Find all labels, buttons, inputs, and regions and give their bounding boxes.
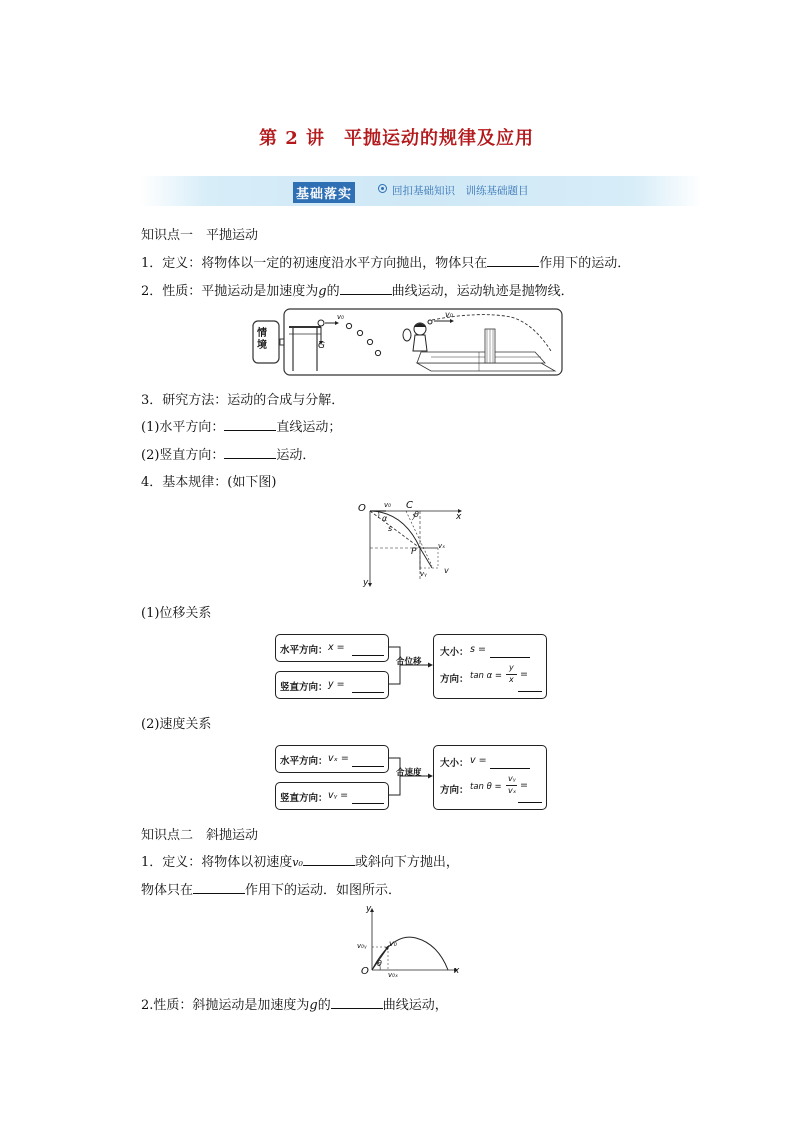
property-text-end: 曲线运动，: [382, 998, 448, 1013]
horizontal-label: (1)水平方向：: [141, 420, 225, 435]
property-text: 2.性质：斜抛运动是加速度为: [141, 998, 310, 1013]
box-var: x =: [328, 642, 345, 653]
scene-figure: [249, 307, 565, 377]
box-var: v =: [470, 755, 487, 766]
target-icon: [378, 184, 387, 193]
property-text: 2．性质：平抛运动是加速度为: [141, 284, 319, 299]
definition-text-end: 或斜向下方抛出，: [354, 855, 459, 870]
vel-result-box: [433, 745, 547, 810]
horizontal-text-end: 直线运动；: [276, 420, 342, 435]
fraction-denominator: vₓ: [508, 786, 517, 795]
fill-blank: [224, 447, 276, 459]
box-var: tan θ =: [470, 782, 502, 792]
origin-label: O: [361, 966, 369, 977]
origin-label: O: [358, 503, 366, 514]
fill-blank: [490, 757, 530, 769]
oblique-definition-line: [141, 851, 459, 870]
vx-label: vₓ: [438, 542, 446, 550]
disp-horizontal-box: [275, 634, 389, 662]
box-label: 水平方向：: [280, 756, 328, 767]
banner-badge: 基础落实: [293, 182, 355, 203]
gravity-label: G: [318, 341, 325, 351]
velocity-heading: (2)速度关系: [141, 717, 212, 732]
definition-text: 物体只在: [141, 883, 194, 898]
definition-text-end: 作用下的运动．如图所示．: [245, 883, 402, 898]
theta-label: θ: [414, 510, 419, 519]
vertical-text-end: 运动．: [276, 448, 316, 463]
v0y-label: v₀ᵧ: [357, 942, 367, 950]
box-label: 方向：: [440, 674, 469, 685]
fill-blank: [352, 644, 384, 656]
box-label: 大小：: [440, 647, 469, 658]
method-line: 3．研究方法：运动的合成与分解．: [141, 393, 345, 408]
ball-velocity-label: v₀: [445, 310, 453, 319]
fill-blank: [193, 882, 245, 894]
fill-blank: [352, 755, 384, 767]
box-var: tan α =: [470, 671, 503, 681]
y-axis-label: y: [366, 904, 372, 914]
definition-text-end: 作用下的运动．: [539, 256, 631, 271]
vel-horizontal-box: [275, 745, 389, 773]
point-c-label: C: [406, 500, 413, 511]
disp-vertical-box: [275, 671, 389, 699]
box-label: 竖直方向：: [280, 793, 328, 804]
fill-blank: [490, 646, 530, 658]
box-var: s =: [470, 644, 486, 655]
merge-label: 合位移: [396, 657, 422, 667]
fraction-numerator: vᵧ: [508, 774, 516, 783]
fill-blank: [352, 792, 384, 804]
projectile-diagram: [356, 500, 474, 592]
property-line: [141, 280, 574, 299]
fill-blank: [518, 680, 542, 692]
fill-blank: [340, 283, 392, 295]
alpha-label: α: [382, 514, 388, 523]
page-title: 第 2 讲 平抛运动的规律及应用: [258, 128, 535, 149]
box-var: vᵧ =: [328, 790, 349, 801]
merge-label: 合速度: [396, 768, 422, 778]
symbol-v0: v₀: [292, 856, 303, 869]
symbol-g: g: [309, 998, 318, 1013]
x-axis-label: x: [456, 512, 462, 522]
definition-text: 1．定义：将物体以初速度: [141, 855, 293, 870]
section-banner: [140, 176, 702, 206]
v0-label: v₀: [389, 939, 397, 948]
v0-label: v₀: [384, 501, 391, 509]
symbol-g: g: [318, 284, 327, 299]
displacement-heading: (1)位移关系: [141, 606, 212, 621]
property-of: 的: [317, 998, 331, 1013]
x-axis-label: x: [454, 966, 460, 976]
oblique-diagram: [356, 904, 464, 984]
box-label: 方向：: [440, 785, 469, 796]
vel-vertical-box: [275, 782, 389, 810]
property-of: 的: [326, 284, 340, 299]
fill-blank: [224, 419, 276, 431]
oblique-property-line: [141, 994, 448, 1013]
initial-velocity-label: v₀: [337, 313, 344, 321]
box-label: 水平方向：: [280, 645, 328, 656]
fraction-denominator: x: [509, 675, 514, 684]
fill-blank: [352, 681, 384, 693]
oblique-definition-line-2: [141, 879, 401, 898]
law-line: 4．基本规律：(如下图): [141, 475, 277, 490]
y-axis-label: y: [363, 578, 369, 588]
point-p-label: P: [411, 547, 417, 557]
displacement-label: s: [388, 524, 393, 533]
equals-sign: =: [520, 669, 528, 680]
fraction-numerator: y: [509, 663, 514, 672]
fill-blank: [303, 854, 355, 866]
banner-subtitle: 回扣基础知识 训练基础题目: [392, 185, 529, 197]
v-label: v: [444, 566, 449, 575]
vertical-line: [141, 444, 315, 463]
equals-sign: =: [520, 780, 528, 791]
fill-blank: [331, 997, 383, 1009]
scene-label: 情境: [257, 328, 267, 351]
box-label: 大小：: [440, 758, 469, 769]
vertical-label: (2)竖直方向：: [141, 448, 225, 463]
disp-result-box: [433, 634, 547, 699]
definition-text: 1．定义：将物体以一定的初速度沿水平方向抛出，物体只在: [141, 256, 488, 271]
v0x-label: v₀ₓ: [388, 971, 399, 979]
horizontal-line: [141, 416, 341, 435]
fill-blank: [518, 791, 542, 803]
theta-label: θ: [377, 959, 382, 968]
section-heading-2: 知识点二 斜抛运动: [141, 828, 259, 843]
box-var: vₓ =: [328, 753, 349, 764]
definition-line: [141, 252, 630, 271]
box-var: y =: [328, 679, 345, 690]
section-heading-1: 知识点一 平抛运动: [141, 228, 259, 243]
fill-blank: [487, 255, 539, 267]
property-text-end: 曲线运动，运动轨迹是抛物线．: [391, 284, 574, 299]
vy-label: vᵧ: [420, 570, 427, 578]
box-label: 竖直方向：: [280, 682, 328, 693]
